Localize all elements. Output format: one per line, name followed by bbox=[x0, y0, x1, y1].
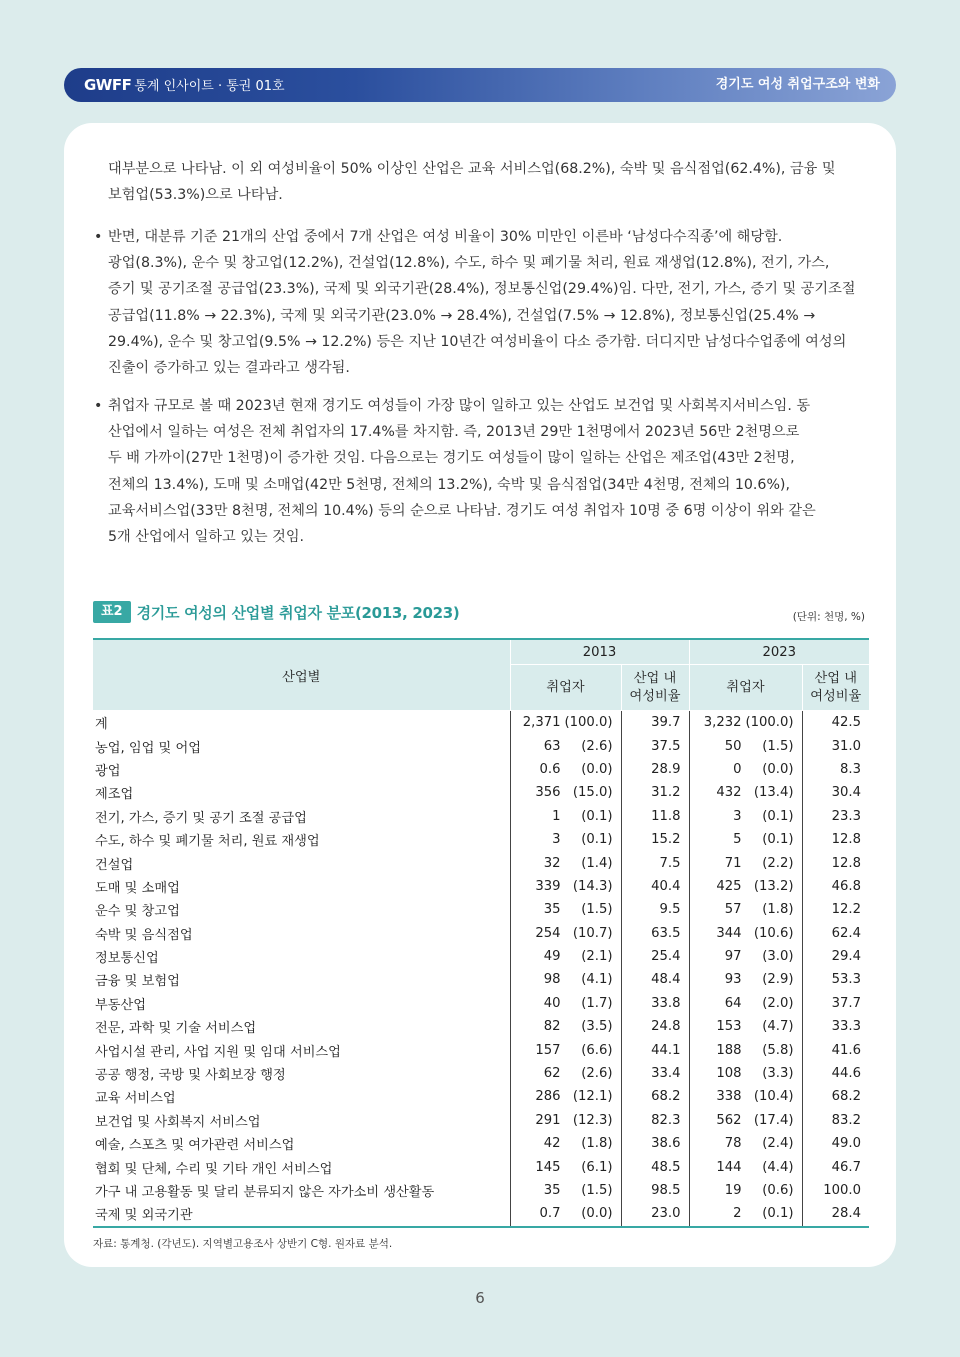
workers-2023: 425 (13.2) bbox=[689, 875, 802, 898]
industry-name: 금융 및 보험업 bbox=[95, 974, 180, 990]
female-ratio-2023: 37.7 bbox=[802, 992, 869, 1015]
table-body bbox=[93, 711, 869, 1227]
workers-2023: 2 (0.1) bbox=[689, 1202, 802, 1226]
workers-2013: 291 (12.3) bbox=[510, 1109, 621, 1132]
table-row bbox=[93, 1038, 869, 1061]
header-banner bbox=[64, 68, 896, 102]
female-ratio-2023: 33.3 bbox=[802, 1015, 869, 1038]
industry-name: 가구 내 고용활동 및 달리 분류되지 않은 자가소비 생산활동 bbox=[95, 1185, 435, 1200]
workers-2023: 78 (2.4) bbox=[689, 1132, 802, 1155]
workers-2013: 339 (14.3) bbox=[510, 875, 621, 898]
paragraph-bullet-2 bbox=[108, 393, 872, 550]
female-ratio-2013: 98.5 bbox=[621, 1179, 689, 1202]
workers-2023: 50 (1.5) bbox=[689, 734, 802, 757]
workers-2023: 188 (5.8) bbox=[689, 1038, 802, 1061]
female-ratio-2023: 31.0 bbox=[802, 734, 869, 757]
bullet-marker: • bbox=[94, 398, 103, 414]
table-unit: (단위: 천명, %) bbox=[792, 611, 865, 623]
industry-name: 제조업 bbox=[95, 787, 134, 803]
table-row bbox=[93, 875, 869, 898]
female-ratio-2023: 8.3 bbox=[802, 758, 869, 781]
female-ratio-2023: 12.8 bbox=[802, 828, 869, 851]
female-ratio-2013: 24.8 bbox=[621, 1015, 689, 1038]
paragraph-bullet-1 bbox=[108, 224, 872, 381]
workers-2023: 562 (17.4) bbox=[689, 1109, 802, 1132]
table-row bbox=[93, 1015, 869, 1038]
text-line: 전체의 13.4%), 도매 및 소매업(42만 5천명, 전체의 13.2%), 숙박 및 음식점업(34만 4천명, 전체의 10.6%), bbox=[108, 476, 790, 493]
column-header-workers-2013: 취업자 bbox=[510, 665, 621, 711]
series-label bbox=[84, 68, 285, 102]
table-row bbox=[93, 1202, 869, 1226]
table-row bbox=[93, 1179, 869, 1202]
female-ratio-2023: 62.4 bbox=[802, 922, 869, 945]
workers-2013: 157 (6.6) bbox=[510, 1038, 621, 1061]
table-row bbox=[93, 1085, 869, 1108]
female-ratio-2013: 37.5 bbox=[621, 734, 689, 757]
table-row bbox=[93, 805, 869, 828]
text-line: 진출이 증가하고 있는 결과라고 생각됨. bbox=[108, 360, 350, 377]
table-row bbox=[93, 711, 869, 735]
table-caption bbox=[93, 601, 460, 625]
brand-logo: GWFF bbox=[84, 76, 132, 94]
table-row bbox=[93, 945, 869, 968]
female-ratio-2013: 23.0 bbox=[621, 1202, 689, 1226]
paragraph-intro bbox=[108, 156, 872, 208]
female-ratio-2023: 53.3 bbox=[802, 968, 869, 991]
workers-2013: 32 (1.4) bbox=[510, 851, 621, 874]
text-line: 산업에서 일하는 여성은 전체 취업자의 17.4%를 차지함. 즉, 2013년 29만 1천명에서 2023년 56만 2천명으로 bbox=[108, 424, 800, 441]
workers-2023: 108 (3.3) bbox=[689, 1062, 802, 1085]
table-row bbox=[93, 1109, 869, 1132]
table-row bbox=[93, 1155, 869, 1178]
workers-2023: 153 (4.7) bbox=[689, 1015, 802, 1038]
industry-name: 도매 및 소매업 bbox=[95, 880, 180, 896]
female-ratio-2013: 68.2 bbox=[621, 1085, 689, 1108]
workers-2023: 338 (10.4) bbox=[689, 1085, 802, 1108]
series-name: 통계 인사이트 · 통권 01호 bbox=[134, 79, 285, 94]
industry-name: 운수 및 창고업 bbox=[95, 904, 180, 920]
female-ratio-2013: 48.4 bbox=[621, 968, 689, 991]
industry-name: 보건업 및 사회복지 서비스업 bbox=[95, 1114, 261, 1130]
workers-2023: 5 (0.1) bbox=[689, 828, 802, 851]
text-line: 증기 및 공기조절 공급업(23.3%), 국제 및 외국기관(28.4%), 정보통신업(29.4%)임. 다만, 전기, 가스, 증기 및 공기조절 bbox=[108, 281, 856, 298]
female-ratio-2013: 39.7 bbox=[621, 711, 689, 735]
female-ratio-2023: 23.3 bbox=[802, 805, 869, 828]
workers-2013: 286 (12.1) bbox=[510, 1085, 621, 1108]
table-title: 경기도 여성의 산업별 취업자 분포(2013, 2023) bbox=[136, 603, 460, 622]
female-ratio-2013: 63.5 bbox=[621, 922, 689, 945]
female-ratio-2013: 38.6 bbox=[621, 1132, 689, 1155]
female-ratio-2013: 44.1 bbox=[621, 1038, 689, 1061]
industry-name: 건설업 bbox=[95, 857, 134, 873]
female-ratio-2013: 15.2 bbox=[621, 828, 689, 851]
workers-2013: 0.7 (0.0) bbox=[510, 1202, 621, 1226]
female-ratio-2013: 9.5 bbox=[621, 898, 689, 921]
industry-name: 공공 행정, 국방 및 사회보장 행정 bbox=[95, 1068, 286, 1084]
female-ratio-2013: 33.8 bbox=[621, 992, 689, 1015]
table-row bbox=[93, 734, 869, 757]
table-row bbox=[93, 922, 869, 945]
industry-name: 수도, 하수 및 폐기물 처리, 원료 재생업 bbox=[95, 834, 320, 850]
female-ratio-2023: 46.7 bbox=[802, 1155, 869, 1178]
text-line: 취업자 규모로 볼 때 2023년 현재 경기도 여성들이 가장 많이 일하고 있는 산업도 보건업 및 사회복지서비스임. 동 bbox=[108, 398, 811, 414]
workers-2023: 3 (0.1) bbox=[689, 805, 802, 828]
text-line: 반면, 대분류 기준 21개의 산업 중에서 7개 산업은 여성 비율이 30% 미만인 이른바 ‘남성다수직종’에 해당함. bbox=[108, 229, 783, 245]
industry-table bbox=[93, 638, 869, 1228]
workers-2023: 0 (0.0) bbox=[689, 758, 802, 781]
column-header-ratio-2023: 산업 내 여성비율 bbox=[802, 665, 869, 711]
table-row bbox=[93, 828, 869, 851]
workers-2023: 344 (10.6) bbox=[689, 922, 802, 945]
workers-2023: 432 (13.4) bbox=[689, 781, 802, 804]
column-header-year-2013: 2013 bbox=[510, 639, 689, 665]
column-header-ratio-2013: 산업 내 여성비율 bbox=[621, 665, 689, 711]
female-ratio-2023: 68.2 bbox=[802, 1085, 869, 1108]
female-ratio-2013: 11.8 bbox=[621, 805, 689, 828]
female-ratio-2013: 40.4 bbox=[621, 875, 689, 898]
workers-2023: 57 (1.8) bbox=[689, 898, 802, 921]
text-line: 대부분으로 나타남. 이 외 여성비율이 50% 이상인 산업은 교육 서비스업(68.2%), 숙박 및 음식점업(62.4%), 금융 및 bbox=[108, 161, 836, 177]
female-ratio-2013: 25.4 bbox=[621, 945, 689, 968]
female-ratio-2023: 83.2 bbox=[802, 1109, 869, 1132]
text-line: 29.4%), 운수 및 창고업(9.5% → 12.2%) 등은 지난 10년간 여성비율이 다소 증가함. 더디지만 남성다수업종에 여성의 bbox=[108, 333, 847, 350]
industry-name: 전기, 가스, 증기 및 공기 조절 공급업 bbox=[95, 810, 307, 826]
workers-2013: 98 (4.1) bbox=[510, 968, 621, 991]
workers-2013: 63 (2.6) bbox=[510, 734, 621, 757]
table-row bbox=[93, 781, 869, 804]
female-ratio-2013: 82.3 bbox=[621, 1109, 689, 1132]
industry-name: 사업시설 관리, 사업 지원 및 임대 서비스업 bbox=[95, 1044, 341, 1060]
workers-2013: 62 (2.6) bbox=[510, 1062, 621, 1085]
industry-name: 전문, 과학 및 기술 서비스업 bbox=[95, 1021, 257, 1037]
workers-2013: 0.6 (0.0) bbox=[510, 758, 621, 781]
workers-2013: 35 (1.5) bbox=[510, 898, 621, 921]
industry-name: 계 bbox=[95, 717, 108, 733]
text-line: 보험업(53.3%)으로 나타남. bbox=[108, 187, 283, 204]
female-ratio-2023: 49.0 bbox=[802, 1132, 869, 1155]
table-row bbox=[93, 1132, 869, 1155]
workers-2013: 35 (1.5) bbox=[510, 1179, 621, 1202]
table-row bbox=[93, 851, 869, 874]
industry-name: 부동산업 bbox=[95, 997, 146, 1013]
workers-2013: 49 (2.1) bbox=[510, 945, 621, 968]
female-ratio-2013: 31.2 bbox=[621, 781, 689, 804]
industry-name: 숙박 및 음식점업 bbox=[95, 927, 193, 943]
female-ratio-2023: 12.2 bbox=[802, 898, 869, 921]
workers-2023: 97 (3.0) bbox=[689, 945, 802, 968]
workers-2023: 64 (2.0) bbox=[689, 992, 802, 1015]
female-ratio-2023: 100.0 bbox=[802, 1179, 869, 1202]
industry-name: 정보통신업 bbox=[95, 951, 159, 967]
report-title: 경기도 여성 취업구조와 변화 bbox=[715, 77, 880, 92]
workers-2013: 40 (1.7) bbox=[510, 992, 621, 1015]
table-row bbox=[93, 898, 869, 921]
industry-name: 협회 및 단체, 수리 및 기타 개인 서비스업 bbox=[95, 1161, 333, 1177]
workers-2013: 254 (10.7) bbox=[510, 922, 621, 945]
industry-name: 광업 bbox=[95, 763, 121, 779]
text-line: 공급업(11.8% → 22.3%), 국제 및 외국기관(23.0% → 28.4%), 건설업(7.5% → 12.8%), 정보통신업(25.4% → bbox=[108, 307, 816, 324]
industry-name: 국제 및 외국기관 bbox=[95, 1208, 193, 1224]
text-line: 교육서비스업(33만 8천명, 전체의 10.4%) 등의 순으로 나타남. 경기도 여성 취업자 10명 중 6명 이상이 위와 같은 bbox=[108, 502, 816, 519]
female-ratio-2013: 48.5 bbox=[621, 1155, 689, 1178]
table-row bbox=[93, 968, 869, 991]
text-line: 두 배 가까이(27만 1천명)이 증가한 것임. 다음으로는 경기도 여성들이 많이 일하는 산업은 제조업(43만 2천명, bbox=[108, 450, 795, 467]
female-ratio-2023: 41.6 bbox=[802, 1038, 869, 1061]
page-number: 6 bbox=[475, 1289, 485, 1307]
table-row bbox=[93, 992, 869, 1015]
industry-name: 예술, 스포츠 및 여가관련 서비스업 bbox=[95, 1138, 295, 1154]
female-ratio-2023: 46.8 bbox=[802, 875, 869, 898]
workers-2013: 1 (0.1) bbox=[510, 805, 621, 828]
workers-2023: 19 (0.6) bbox=[689, 1179, 802, 1202]
workers-2013: 356 (15.0) bbox=[510, 781, 621, 804]
table-source: 자료: 통계청. (각년도). 지역별고용조사 상반기 C형. 원자료 분석. bbox=[93, 1238, 393, 1250]
workers-2013: 2,371 (100.0) bbox=[510, 711, 621, 735]
bullet-marker: • bbox=[94, 229, 103, 245]
column-header-industry: 산업별 bbox=[93, 639, 510, 711]
workers-2023: 93 (2.9) bbox=[689, 968, 802, 991]
workers-2013: 3 (0.1) bbox=[510, 828, 621, 851]
female-ratio-2013: 28.9 bbox=[621, 758, 689, 781]
workers-2013: 82 (3.5) bbox=[510, 1015, 621, 1038]
table-row bbox=[93, 1062, 869, 1085]
workers-2013: 145 (6.1) bbox=[510, 1155, 621, 1178]
female-ratio-2023: 44.6 bbox=[802, 1062, 869, 1085]
female-ratio-2023: 42.5 bbox=[802, 711, 869, 735]
text-line: 광업(8.3%), 운수 및 창고업(12.2%), 건설업(12.8%), 수도, 하수 및 폐기물 처리, 원료 재생업(12.8%), 전기, 가스, bbox=[108, 255, 830, 272]
female-ratio-2023: 28.4 bbox=[802, 1202, 869, 1226]
column-header-year-2023: 2023 bbox=[689, 639, 869, 665]
workers-2013: 42 (1.8) bbox=[510, 1132, 621, 1155]
table-badge: 표2 bbox=[93, 601, 131, 623]
industry-name: 교육 서비스업 bbox=[95, 1091, 176, 1107]
content-card bbox=[64, 123, 896, 1267]
female-ratio-2023: 30.4 bbox=[802, 781, 869, 804]
female-ratio-2013: 7.5 bbox=[621, 851, 689, 874]
text-line: 5개 산업에서 일하고 있는 것임. bbox=[108, 529, 305, 546]
workers-2023: 144 (4.4) bbox=[689, 1155, 802, 1178]
table-row bbox=[93, 758, 869, 781]
workers-2023: 3,232 (100.0) bbox=[689, 711, 802, 735]
female-ratio-2013: 33.4 bbox=[621, 1062, 689, 1085]
female-ratio-2023: 12.8 bbox=[802, 851, 869, 874]
workers-2023: 71 (2.2) bbox=[689, 851, 802, 874]
column-header-workers-2023: 취업자 bbox=[689, 665, 802, 711]
industry-name: 농업, 임업 및 어업 bbox=[95, 740, 201, 756]
female-ratio-2023: 29.4 bbox=[802, 945, 869, 968]
